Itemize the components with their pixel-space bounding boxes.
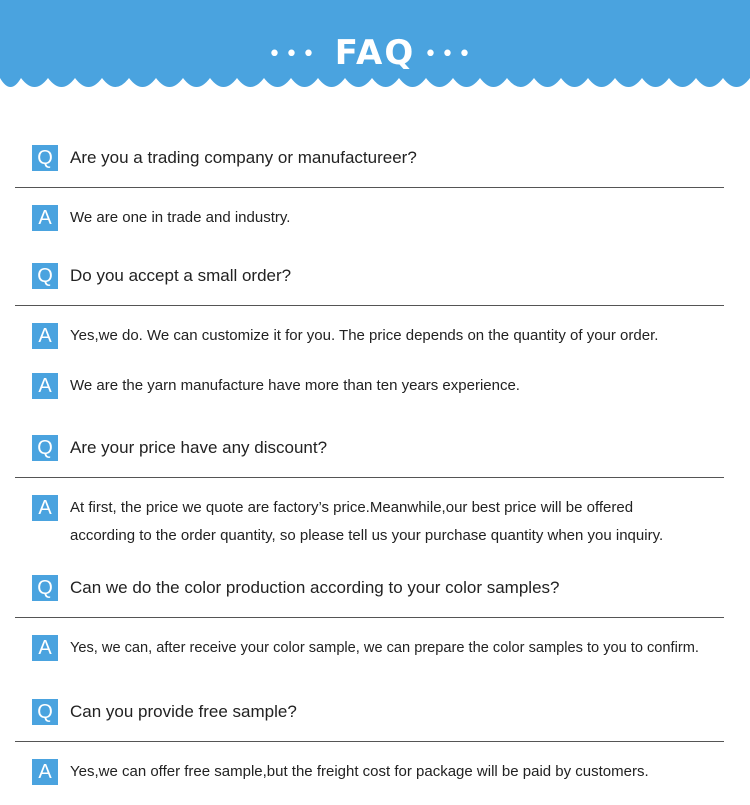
question-text: Can we do the color production according to your color samples? xyxy=(70,578,560,597)
answer-text-line-2: according to the order quantity, so please tell us your purchase quantity when you inquiry. xyxy=(70,527,664,544)
divider xyxy=(15,305,724,306)
question-badge: Q xyxy=(32,435,58,461)
page-title: FAQ xyxy=(334,33,416,73)
left-dots-decoration: ••• xyxy=(268,42,319,67)
answer-badge: A xyxy=(32,323,58,349)
question-badge: Q xyxy=(32,145,58,171)
answer-badge: A xyxy=(32,635,58,661)
answer-text: Yes, we can, after receive your color sample, we can prepare the color samples to you to confirm. xyxy=(70,640,699,656)
question-text: Are you a trading company or manufactureer? xyxy=(70,148,417,167)
divider xyxy=(15,187,724,188)
question-badge: Q xyxy=(32,575,58,601)
answer-badge: A xyxy=(32,373,58,399)
divider xyxy=(15,477,724,478)
question-badge: Q xyxy=(32,263,58,289)
answer-text: We are the yarn manufacture have more than ten years experience. xyxy=(70,377,520,394)
answer-text: We are one in trade and industry. xyxy=(70,209,291,226)
answer-badge: A xyxy=(32,205,58,231)
answer-badge: A xyxy=(32,495,58,521)
divider xyxy=(15,741,724,742)
divider xyxy=(15,617,724,618)
answer-text: Yes,we can offer free sample,but the freight cost for package will be paid by customers. xyxy=(70,763,649,780)
answer-text: Yes,we do. We can customize it for you. The price depends on the quantity of your order. xyxy=(70,327,659,344)
question-badge: Q xyxy=(32,699,58,725)
question-text: Are your price have any discount? xyxy=(70,438,328,457)
faq-banner xyxy=(0,0,750,95)
question-text: Do you accept a small order? xyxy=(70,266,292,285)
question-text: Can you provide free sample? xyxy=(70,702,297,721)
answer-text-line-1: At first, the price we quote are factory’s price.Meanwhile,our best price will be offered xyxy=(70,499,634,516)
right-dots-decoration: ••• xyxy=(424,42,475,67)
answer-badge: A xyxy=(32,759,58,785)
